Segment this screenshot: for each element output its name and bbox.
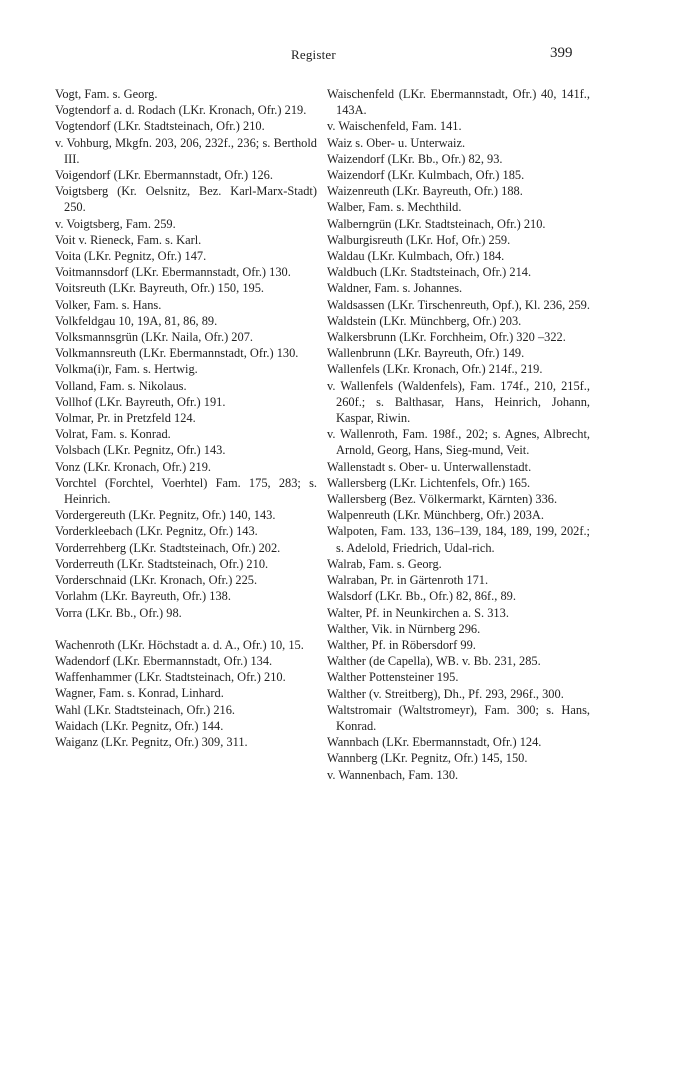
index-entry: Vorlahm (LKr. Bayreuth, Ofr.) 138. <box>55 589 231 604</box>
index-entry: Waldau (LKr. Kulmbach, Ofr.) 184. <box>327 249 505 264</box>
index-entry: Waizenreuth (LKr. Bayreuth, Ofr.) 188. <box>327 184 523 199</box>
index-entry: Walther (v. Streitberg), Dh., Pf. 293, 296f., 300. <box>327 686 564 701</box>
index-entry: Vorderreuth (LKr. Stadtsteinach, Ofr.) 210. <box>55 556 269 571</box>
index-entry: Wallenstadt s. Ober- u. Unterwallenstadt. <box>327 459 532 474</box>
index-entry: Walkersbrunn (LKr. Forchheim, Ofr.) 320 –322. <box>327 330 566 345</box>
index-entry: Vogtendorf (LKr. Stadtsteinach, Ofr.) 210. <box>55 119 265 134</box>
index-entry: Vollhof (LKr. Bayreuth, Ofr.) 191. <box>55 394 226 409</box>
index-entry: Volmar, Pr. in Pretzfeld 124. <box>55 411 196 426</box>
index-entry: Volkfeldgau 10, 19A, 81, 86, 89. <box>55 313 218 328</box>
index-entry: Voitsreuth (LKr. Bayreuth, Ofr.) 150, 195. <box>55 281 265 296</box>
index-entry: Walpoten, Fam. 133, 136–139, 184, 189, 199, 202f.; s. Adelold, Friedrich, Udal-rich. <box>327 524 590 555</box>
index-entry: Volkmannsreuth (LKr. Ebermannstadt, Ofr.) 130. <box>55 346 299 361</box>
index-entry: Walpenreuth (LKr. Münchberg, Ofr.) 203A. <box>327 508 544 523</box>
index-entry: Voita (LKr. Pegnitz, Ofr.) 147. <box>55 249 207 264</box>
index-entry: Vorra (LKr. Bb., Ofr.) 98. <box>55 605 182 620</box>
index-entry: Walter, Pf. in Neunkirchen a. S. 313. <box>327 605 509 620</box>
running-title: Register <box>291 47 336 62</box>
index-entry: Walther Pottensteiner 195. <box>327 670 459 685</box>
index-entry: Wannberg (LKr. Pegnitz, Ofr.) 145, 150. <box>327 751 528 766</box>
index-entry: Vonz (LKr. Kronach, Ofr.) 219. <box>55 459 211 474</box>
index-column-left <box>55 86 317 750</box>
index-entry: Walsdorf (LKr. Bb., Ofr.) 82, 86f., 89. <box>327 589 516 604</box>
index-entry: Vorderkleebach (LKr. Pegnitz, Ofr.) 143. <box>55 524 258 539</box>
index-entry: Wagner, Fam. s. Konrad, Linhard. <box>55 686 224 701</box>
index-column-right <box>327 86 590 783</box>
index-entry: v. Wallenroth, Fam. 198f., 202; s. Agnes, Albrecht, Arnold, Georg, Hans, Sieg-mund, Veit. <box>327 427 590 458</box>
index-entry: Waldner, Fam. s. Johannes. <box>327 281 463 296</box>
index-entry: v. Voigtsberg, Fam. 259. <box>55 216 176 231</box>
index-entry: Waiganz (LKr. Pegnitz, Ofr.) 309, 311. <box>55 734 248 749</box>
index-entry: Wallenbrunn (LKr. Bayreuth, Ofr.) 149. <box>327 346 525 361</box>
index-entry: Volkma(i)r, Fam. s. Hertwig. <box>55 362 198 377</box>
index-entry: Vorderrehberg (LKr. Stadtsteinach, Ofr.) 202. <box>55 540 281 555</box>
index-entry: Walrab, Fam. s. Georg. <box>327 556 442 571</box>
index-entry: Voit v. Rieneck, Fam. s. Karl. <box>55 232 202 247</box>
index-entry: Vordergereuth (LKr. Pegnitz, Ofr.) 140, 143. <box>55 508 276 523</box>
index-entry: Volker, Fam. s. Hans. <box>55 297 162 312</box>
index-entry: v. Wallenfels (Waldenfels), Fam. 174f., 210, 215f., 260f.; s. Balthasar, Hans, Heinrich, Johann, Kaspar, Riwin. <box>327 378 590 426</box>
index-entry: Waldbuch (LKr. Stadtsteinach, Ofr.) 214. <box>327 265 532 280</box>
index-entry: Walther, Pf. in Röbersdorf 99. <box>327 637 476 652</box>
index-entry: v. Waischenfeld, Fam. 141. <box>327 119 462 134</box>
running-header <box>0 47 700 67</box>
index-entry: Vorchtel (Forchtel, Voerhtel) Fam. 175, 283; s. Heinrich. <box>55 475 317 507</box>
index-entry: Vorderschnaid (LKr. Kronach, Ofr.) 225. <box>55 573 258 588</box>
index-entry: Volland, Fam. s. Nikolaus. <box>55 378 187 393</box>
index-entry: Waldstein (LKr. Münchberg, Ofr.) 203. <box>327 313 522 328</box>
index-entry: Walther, Vik. in Nürnberg 296. <box>327 621 481 636</box>
index-entry: Voigendorf (LKr. Ebermannstadt, Ofr.) 126. <box>55 168 273 183</box>
index-entry: Waizendorf (LKr. Kulmbach, Ofr.) 185. <box>327 168 525 183</box>
index-entry: Waizendorf (LKr. Bb., Ofr.) 82, 93. <box>327 151 503 166</box>
index-entry: Waiz s. Ober- u. Unterwaiz. <box>327 135 466 150</box>
page-number: 399 <box>550 45 573 61</box>
index-entry: Waffenhammer (LKr. Stadtsteinach, Ofr.) 210. <box>55 670 286 685</box>
index-entry: Wadendorf (LKr. Ebermannstadt, Ofr.) 134. <box>55 653 273 668</box>
index-entry: Wallersberg (Bez. Völkermarkt, Kärnten) 336. <box>327 492 558 507</box>
index-entry: Voitmannsdorf (LKr. Ebermannstadt, Ofr.) 130. <box>55 265 291 280</box>
index-entry: v. Wannenbach, Fam. 130. <box>327 767 459 782</box>
index-entry: Walberngrün (LKr. Stadtsteinach, Ofr.) 210. <box>327 216 546 231</box>
index-entry: Vogt, Fam. s. Georg. <box>55 87 158 101</box>
index-entry: Waltstromair (Waltstromeyr), Fam. 300; s. Hans, Konrad. <box>327 702 590 733</box>
index-entry: Volrat, Fam. s. Konrad. <box>55 427 171 442</box>
index-entry: Wannbach (LKr. Ebermannstadt, Ofr.) 124. <box>327 735 542 750</box>
index-entry: Waischenfeld (LKr. Ebermannstadt, Ofr.) 40, 141f., 143A. <box>327 87 590 118</box>
index-entry: Voigtsberg (Kr. Oelsnitz, Bez. Karl-Marx-Stadt) 250. <box>55 184 317 215</box>
index-entry: Vogtendorf a. d. Rodach (LKr. Kronach, Ofr.) 219. <box>55 103 307 118</box>
index-entry: Waidach (LKr. Pegnitz, Ofr.) 144. <box>55 718 224 733</box>
index-entry: Wallenfels (LKr. Kronach, Ofr.) 214f., 219. <box>327 362 543 377</box>
index-entry: Waldsassen (LKr. Tirschenreuth, Opf.), Kl. 236, 259. <box>327 297 590 312</box>
index-entry: Walburgisreuth (LKr. Hof, Ofr.) 259. <box>327 232 511 247</box>
index-entry: v. Vohburg, Mkgfn. 203, 206, 232f., 236; s. Berthold III. <box>55 135 317 166</box>
index-entry: Walther (de Capella), WB. v. Bb. 231, 285. <box>327 654 541 669</box>
index-entry: Volsbach (LKr. Pegnitz, Ofr.) 143. <box>55 443 226 458</box>
index-entry: Wahl (LKr. Stadtsteinach, Ofr.) 216. <box>55 702 236 717</box>
index-entry: Walraban, Pr. in Gärtenroth 171. <box>327 573 489 588</box>
index-entry: Walber, Fam. s. Mechthild. <box>327 200 462 215</box>
index-entry: Wallersberg (LKr. Lichtenfels, Ofr.) 165. <box>327 475 531 490</box>
index-entry: Volksmannsgrün (LKr. Naila, Ofr.) 207. <box>55 330 253 345</box>
index-entry: Wachenroth (LKr. Höchstadt a. d. A., Ofr.) 10, 15. <box>55 637 304 652</box>
